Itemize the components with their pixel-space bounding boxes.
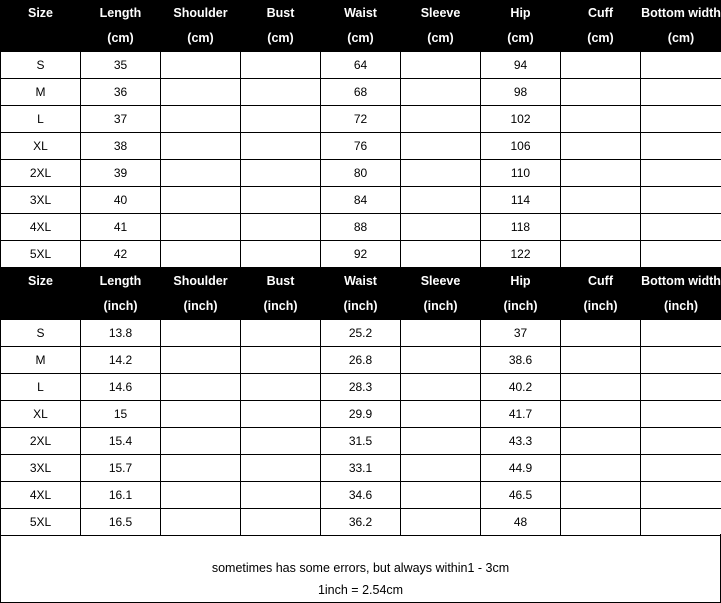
table-cell <box>401 214 481 241</box>
column-header-name: Hip <box>510 274 531 288</box>
table-cell <box>641 187 721 214</box>
table-row <box>1 320 721 347</box>
column-header-name: Length <box>99 274 142 288</box>
table-cell: 94 <box>481 52 561 79</box>
table-cell <box>401 455 481 482</box>
column-header-unit: (cm) <box>427 31 454 45</box>
column-header-name: Size <box>27 274 53 288</box>
table-cell <box>161 401 241 428</box>
column-header <box>641 269 721 320</box>
column-header-unit: (cm) <box>107 31 134 45</box>
table-cell <box>161 241 241 268</box>
table-cell <box>241 52 321 79</box>
column-header <box>641 1 721 52</box>
table-row <box>1 79 721 106</box>
size-cell: 4XL <box>1 214 81 241</box>
table-cell <box>241 428 321 455</box>
table-cell <box>641 214 721 241</box>
size-cell: XL <box>1 401 81 428</box>
column-header-unit <box>1 294 80 319</box>
column-header-name: Bust <box>266 274 295 288</box>
table-cell <box>401 320 481 347</box>
table-cell <box>241 214 321 241</box>
column-header-name: Waist <box>344 274 377 288</box>
table-cell <box>161 106 241 133</box>
table-cell: 37 <box>81 106 161 133</box>
table-cell: 110 <box>481 160 561 187</box>
column-header <box>161 269 241 320</box>
size-cell: M <box>1 79 81 106</box>
table-cell <box>401 482 481 509</box>
conversion-note: 1inch = 2.54cm <box>317 583 404 597</box>
cm-size-table <box>0 0 721 268</box>
table-cell: 25.2 <box>321 320 401 347</box>
table-cell <box>641 241 721 268</box>
table-cell <box>641 320 721 347</box>
table-cell <box>401 187 481 214</box>
table-cell: 92 <box>321 241 401 268</box>
column-header <box>241 1 321 52</box>
column-header-unit: (inch) <box>583 299 618 313</box>
table-cell: 48 <box>481 509 561 536</box>
table-cell <box>401 133 481 160</box>
table-cell: 36 <box>81 79 161 106</box>
table-cell <box>561 374 641 401</box>
table-row <box>1 214 721 241</box>
table-cell <box>561 187 641 214</box>
table-cell: 36.2 <box>321 509 401 536</box>
table-cell <box>641 374 721 401</box>
column-header-unit <box>1 26 80 51</box>
table-row <box>1 401 721 428</box>
table-cell: 37 <box>481 320 561 347</box>
table-row <box>1 106 721 133</box>
size-cell: 3XL <box>1 455 81 482</box>
column-header <box>81 269 161 320</box>
table-row <box>1 160 721 187</box>
table-cell <box>641 52 721 79</box>
column-header-name: Shoulder <box>173 274 228 288</box>
column-header <box>1 1 81 52</box>
table-cell <box>641 455 721 482</box>
table-cell <box>161 214 241 241</box>
table-cell <box>241 187 321 214</box>
table-cell: 44.9 <box>481 455 561 482</box>
table-cell: 88 <box>321 214 401 241</box>
size-cell: 4XL <box>1 482 81 509</box>
table-cell <box>561 455 641 482</box>
table-cell: 28.3 <box>321 374 401 401</box>
table-cell: 14.2 <box>81 347 161 374</box>
table-cell <box>161 482 241 509</box>
table-cell <box>561 401 641 428</box>
table-cell <box>161 374 241 401</box>
column-header-unit: (inch) <box>103 299 138 313</box>
column-header-name: Sleeve <box>420 274 461 288</box>
table-row <box>1 374 721 401</box>
table-cell <box>561 428 641 455</box>
table-cell <box>241 241 321 268</box>
column-header <box>401 1 481 52</box>
column-header-name: Sleeve <box>420 6 461 20</box>
column-header-name: Size <box>27 6 53 20</box>
table-cell <box>241 482 321 509</box>
table-cell: 35 <box>81 52 161 79</box>
column-header <box>401 269 481 320</box>
size-cell: L <box>1 374 81 401</box>
size-cell: 5XL <box>1 241 81 268</box>
table-cell <box>241 320 321 347</box>
size-cell: S <box>1 320 81 347</box>
table-cell <box>161 347 241 374</box>
table-cell <box>641 160 721 187</box>
table-cell <box>561 52 641 79</box>
table-cell <box>401 401 481 428</box>
table-cell <box>561 106 641 133</box>
table-cell: 102 <box>481 106 561 133</box>
column-header-unit: (cm) <box>507 31 534 45</box>
column-header <box>1 269 81 320</box>
column-header-unit: (inch) <box>343 299 378 313</box>
table-cell <box>161 509 241 536</box>
table-cell <box>641 106 721 133</box>
column-header-unit: (inch) <box>263 299 298 313</box>
table-cell: 38.6 <box>481 347 561 374</box>
table-cell <box>561 320 641 347</box>
table-cell: 29.9 <box>321 401 401 428</box>
column-header-unit: (cm) <box>667 31 695 45</box>
notes-box <box>0 534 721 603</box>
column-header-name: Shoulder <box>173 6 228 20</box>
table-cell: 16.1 <box>81 482 161 509</box>
table-cell: 34.6 <box>321 482 401 509</box>
size-cell: L <box>1 106 81 133</box>
size-cell: M <box>1 347 81 374</box>
inch-size-table <box>0 268 721 536</box>
table-cell: 40.2 <box>481 374 561 401</box>
table-cell: 13.8 <box>81 320 161 347</box>
size-cell: XL <box>1 133 81 160</box>
table-cell <box>241 374 321 401</box>
table-cell: 41 <box>81 214 161 241</box>
table-cell: 16.5 <box>81 509 161 536</box>
table-row <box>1 133 721 160</box>
column-header <box>321 1 401 52</box>
size-cell: 2XL <box>1 428 81 455</box>
table-cell: 64 <box>321 52 401 79</box>
column-header-name: Waist <box>344 6 377 20</box>
table-cell <box>241 160 321 187</box>
table-cell <box>641 79 721 106</box>
column-header <box>81 1 161 52</box>
table-cell <box>561 482 641 509</box>
table-cell: 84 <box>321 187 401 214</box>
table-cell <box>561 509 641 536</box>
column-header <box>161 1 241 52</box>
table-cell <box>161 133 241 160</box>
table-cell <box>401 79 481 106</box>
table-cell <box>241 133 321 160</box>
table-cell: 41.7 <box>481 401 561 428</box>
table-cell <box>641 482 721 509</box>
table-cell <box>401 509 481 536</box>
size-cell: 3XL <box>1 187 81 214</box>
table-cell: 40 <box>81 187 161 214</box>
table-cell <box>401 374 481 401</box>
table-cell <box>241 106 321 133</box>
table-cell: 68 <box>321 79 401 106</box>
table-cell <box>561 241 641 268</box>
table-cell: 15.7 <box>81 455 161 482</box>
table-cell <box>161 160 241 187</box>
table-cell: 15 <box>81 401 161 428</box>
column-header <box>561 269 641 320</box>
table-row <box>1 241 721 268</box>
table-cell: 122 <box>481 241 561 268</box>
table-cell <box>241 347 321 374</box>
table-cell <box>161 52 241 79</box>
table-cell: 114 <box>481 187 561 214</box>
table-row <box>1 52 721 79</box>
table-cell <box>561 160 641 187</box>
table-row <box>1 482 721 509</box>
column-header-unit: (cm) <box>267 31 294 45</box>
column-header <box>321 269 401 320</box>
column-header-name: Bottom width <box>641 6 721 20</box>
table-cell <box>641 428 721 455</box>
table-cell: 76 <box>321 133 401 160</box>
size-cell: 2XL <box>1 160 81 187</box>
table-cell <box>561 133 641 160</box>
column-header-name: Bust <box>266 6 295 20</box>
table-cell <box>561 214 641 241</box>
size-cell: S <box>1 52 81 79</box>
table-cell <box>241 79 321 106</box>
column-header-unit: (cm) <box>187 31 214 45</box>
column-header-name: Cuff <box>588 274 613 288</box>
table-cell: 98 <box>481 79 561 106</box>
table-cell <box>401 428 481 455</box>
table-cell: 43.3 <box>481 428 561 455</box>
table-cell: 72 <box>321 106 401 133</box>
table-cell: 31.5 <box>321 428 401 455</box>
table-cell <box>641 401 721 428</box>
table-cell: 14.6 <box>81 374 161 401</box>
table-cell <box>401 241 481 268</box>
column-header <box>481 269 561 320</box>
table-cell: 15.4 <box>81 428 161 455</box>
table-cell: 39 <box>81 160 161 187</box>
table-row <box>1 509 721 536</box>
table-cell <box>161 320 241 347</box>
table-cell <box>401 347 481 374</box>
table-cell <box>561 347 641 374</box>
table-cell: 106 <box>481 133 561 160</box>
size-cell: 5XL <box>1 509 81 536</box>
column-header-unit: (inch) <box>503 299 538 313</box>
table-cell <box>161 79 241 106</box>
header-row <box>1 269 721 320</box>
table-cell: 46.5 <box>481 482 561 509</box>
table-cell <box>401 106 481 133</box>
column-header-name: Bottom width <box>641 274 721 288</box>
table-cell <box>241 509 321 536</box>
table-row <box>1 187 721 214</box>
table-row <box>1 428 721 455</box>
table-cell <box>161 187 241 214</box>
table-cell: 80 <box>321 160 401 187</box>
column-header-unit: (cm) <box>587 31 614 45</box>
column-header <box>481 1 561 52</box>
table-cell <box>401 52 481 79</box>
column-header-name: Cuff <box>588 6 613 20</box>
column-header-unit: (inch) <box>183 299 218 313</box>
table-row <box>1 455 721 482</box>
table-cell <box>241 455 321 482</box>
table-cell: 42 <box>81 241 161 268</box>
column-header <box>561 1 641 52</box>
column-header <box>241 269 321 320</box>
table-cell <box>641 347 721 374</box>
column-header-unit: (inch) <box>663 299 699 313</box>
table-cell <box>241 401 321 428</box>
table-cell: 26.8 <box>321 347 401 374</box>
table-row <box>1 347 721 374</box>
column-header-name: Length <box>99 6 142 20</box>
table-cell: 33.1 <box>321 455 401 482</box>
column-header-name: Hip <box>510 6 531 20</box>
header-row <box>1 1 721 52</box>
error-note: sometimes has some errors, but always within1 - 3cm <box>211 561 510 575</box>
table-cell <box>641 133 721 160</box>
table-cell <box>161 455 241 482</box>
table-cell: 118 <box>481 214 561 241</box>
column-header-unit: (inch) <box>423 299 458 313</box>
table-cell: 38 <box>81 133 161 160</box>
table-cell <box>161 428 241 455</box>
column-header-unit: (cm) <box>347 31 374 45</box>
table-cell <box>641 509 721 536</box>
table-cell <box>401 160 481 187</box>
table-cell <box>561 79 641 106</box>
